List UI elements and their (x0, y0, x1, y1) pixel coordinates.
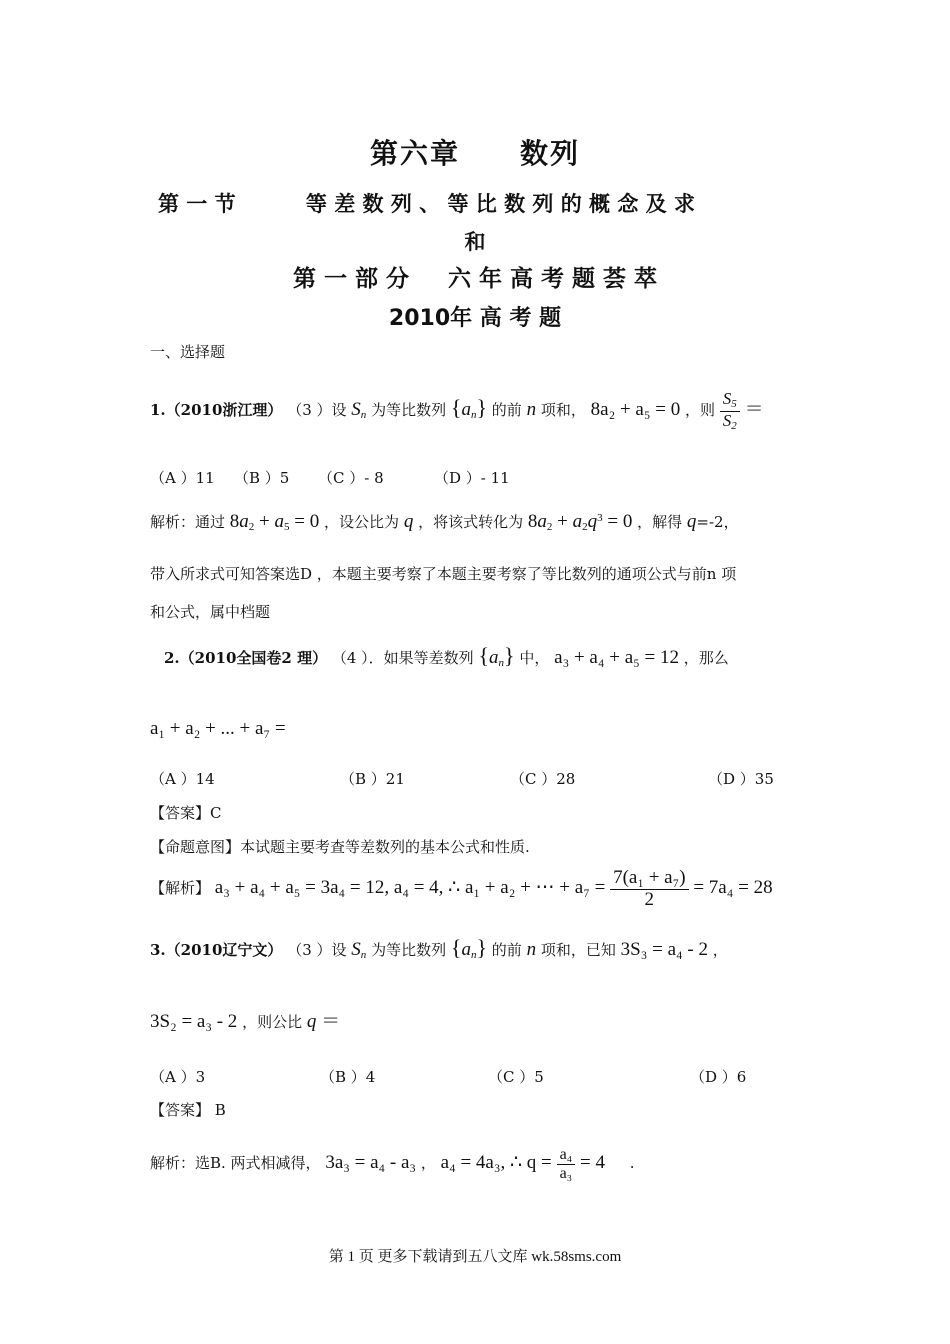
q3-text-b: 的前 (491, 941, 522, 959)
q2-analysis-eq-a: a₃ + a₄ + a₅ = 3a₄ = 12, a₄ = 4, ∴ a₁ + a₂ + ⋯ + a₇ = (214, 877, 606, 898)
q1-analysis-eq: $8a_2 + a_5 = 0$ (229, 511, 320, 533)
q3-analysis (150, 1141, 635, 1185)
question-1 (150, 388, 764, 435)
q3-analysis-end: . (629, 1154, 635, 1172)
year-title: 2010年 高 考 题 (388, 306, 562, 331)
chapter-title: 第六章 数列 (369, 137, 580, 170)
q3-tail: ＝ (321, 1011, 341, 1032)
q1-analysis-1d: ，解得 (637, 513, 683, 531)
q2-text-a: 中， (519, 649, 550, 667)
q2-eq: a₃ + a₄ + a₅ = 12 (554, 647, 679, 668)
q1-analysis-line3: 和公式，属中档题 (150, 603, 271, 621)
q1-option-a: （A ）11 (150, 469, 215, 487)
q1-q-symbol-2: q (686, 511, 697, 532)
q1-analysis-1a: 解析：通过 (150, 513, 226, 531)
q2-analysis (150, 866, 773, 910)
q1-analysis-eq2: $8a_2 + a_2q^3 = 0$ (527, 511, 633, 533)
q1-analysis-1e: =-2， (696, 513, 739, 531)
q3-option-c: （C ）5 (488, 1068, 544, 1086)
q3-text-c: 项和，已知 (540, 941, 616, 959)
q1-analysis-1c: ，将该式转化为 (418, 513, 524, 531)
q2-option-d: （D ）35 (708, 770, 774, 788)
q2-label: 2.（2010全国卷2 理） (164, 649, 328, 667)
q1-eq: 8a₂ + a₅ = 0 (590, 399, 681, 420)
q3-eq2: 3S₂ = a₃ - 2 (150, 1011, 238, 1032)
q3-option-b: （B ）4 (320, 1068, 376, 1086)
q3-analysis-b: ， (420, 1154, 436, 1172)
q3-frac-num: a₄ (557, 1146, 576, 1165)
q3-line2 (150, 1008, 340, 1036)
q1-text-c: 项和， (540, 401, 586, 419)
q3-analysis-eq1: 3a₃ = a₄ - a₃ (325, 1152, 417, 1173)
q1-q-symbol: q (403, 511, 414, 532)
q1-fraction: $\frac{S_5}{S_2}$ (720, 390, 740, 431)
q1-text-b: 的前 (491, 401, 522, 419)
q1-text-d: ，则 (684, 401, 715, 419)
q2-intent: 【命题意图】本试题主要考查等差数列的基本公式和性质. (150, 838, 530, 856)
q2-option-c: （C ）28 (510, 770, 576, 788)
q3-q: q (306, 1011, 317, 1032)
part-title: 第 一 部 分 六 年 高 考 题 荟 萃 (292, 266, 658, 292)
q1-analysis-line1 (150, 511, 739, 533)
q2-option-a: （A ）14 (150, 770, 215, 788)
q3-option-d: （D ）6 (690, 1068, 747, 1086)
q3-analysis-eq3: = 4 (580, 1152, 605, 1173)
section-title-line1: 第 一 节 等 差 数 列 、 等 比 数 列 的 概 念 及 求 (158, 192, 695, 216)
q2-num: （4 ）．如果等差数列 (331, 649, 474, 667)
q1-option-b: （B ）5 (234, 469, 290, 487)
q2-analysis-eq-b: = 7a₄ = 28 (693, 877, 773, 898)
q3-seq: $\{a_n\}$ (450, 935, 487, 961)
q3-eq1: 3S₃ = a₄ - 2 (620, 939, 708, 960)
question-3 (150, 934, 728, 969)
q3-text-e: ，则公比 (242, 1013, 303, 1031)
q2-line2: a₁ + a₂ + ... + a₇ = (150, 718, 286, 739)
q2-text-b: ，那么 (683, 649, 729, 667)
q3-analysis-fraction (557, 1146, 576, 1182)
q1-seq: $\{a_n\}$ (450, 395, 487, 421)
q2-option-b: （B ）21 (340, 770, 405, 788)
q3-frac-den: a₃ (559, 1164, 573, 1182)
q3-num: （3 ）设 (287, 941, 347, 959)
section-title-line2: 和 (464, 230, 486, 254)
q1-text-a: 为等比数列 (371, 401, 447, 419)
q3-label: 3.（2010辽宁文） (150, 941, 283, 959)
q3-analysis-a: 解析：选B. 两式相减得， (150, 1154, 321, 1172)
q2-seq: $\{a_n\}$ (478, 643, 515, 669)
q2-frac-den: 2 (644, 888, 655, 910)
q2-answer: 【答案】C (150, 804, 222, 822)
q1-analysis-1b: ，设公比为 (324, 513, 400, 531)
q2-frac-num: 7(a₁ + a₇) (610, 868, 688, 890)
page-footer: 第 1 页 更多下载请到五八文库 wk.58sms.com (328, 1249, 622, 1265)
q2-analysis-label: 【解析】 (150, 879, 211, 897)
q1-num: （3 ）设 (287, 401, 347, 419)
q3-analysis-eq2: a₄ = 4a₃, ∴ q = (440, 1152, 552, 1173)
q1-label: 1.（2010浙江理） (150, 401, 283, 419)
q3-option-a: （A ）3 (150, 1068, 206, 1086)
q3-text-a: 为等比数列 (371, 941, 447, 959)
q1-analysis-line2: 带入所求式可知答案选D ，本题主要考察了本题主要考察了等比数列的通项公式与前n 项 (150, 565, 737, 583)
q3-sn: $S_n$ (351, 939, 367, 961)
question-2 (164, 643, 729, 676)
q3-n: n (526, 939, 537, 960)
q1-tail: ＝ (744, 399, 764, 420)
q1-option-c: （C ）- 8 (318, 469, 384, 487)
q1-sn: $S_n$ (351, 399, 367, 421)
q3-answer: 【答案】 B (150, 1101, 226, 1119)
q1-option-d: （D ）- 11 (434, 469, 510, 487)
q3-text-d: ， (712, 941, 728, 959)
q1-n: n (526, 399, 537, 420)
section-heading: 一、选择题 (150, 343, 226, 361)
q2-analysis-fraction (610, 868, 688, 911)
